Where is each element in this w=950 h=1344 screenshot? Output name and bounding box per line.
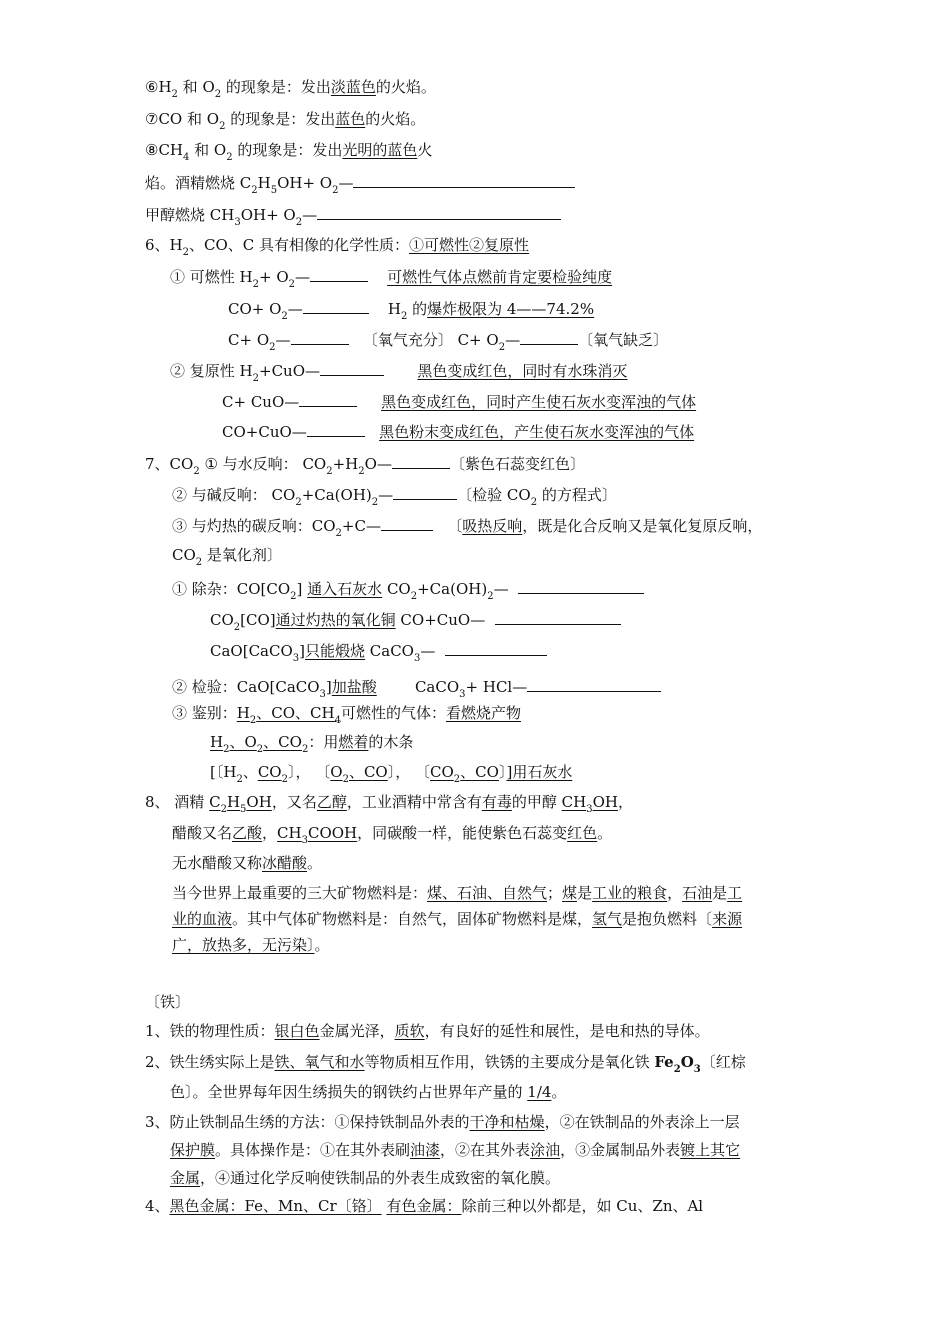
- line-identify-1: ③ 鉴别：$H_2$、CO、$CH_4$可燃性的气体：看燃烧产物: [172, 704, 521, 726]
- line-rust-prevention-3: 金属，④通过化学反响使铁制品的外表生成致密的氧化膜。: [170, 1169, 561, 1187]
- line-item-6: 6、$H_2$、CO、C 具有相像的化学性质：①可燃性②复原性: [145, 236, 530, 258]
- line-c-o2: $C+ O_2—$ 〔氧气充分〕 $C+ O_2—$ 〔氧气缺乏〕: [228, 331, 669, 353]
- line-reducibility: ② 复原性 $H_2+CuO—$ 黑色变成红色，同时有水珠消灭: [170, 362, 628, 384]
- line-co-cuo: CO+CuO— 黑色粉末变成红色，产生使石灰水变浑浊的气体: [222, 423, 695, 441]
- line-identify-2: $H_2$、$O_2$、$CO_2$：用燃着的木条: [210, 733, 414, 755]
- answer-blank: [353, 174, 575, 188]
- line-co-o2-explosion: $CO+ O_2—$ $H_2$ 的爆炸极限为 4——74.2%: [228, 300, 595, 322]
- answer-blank: [392, 455, 450, 469]
- line-metal-types: 4、黑色金属：Fe、Mn、Cr〔铬〕 有色金属：除前三种以外都是，如 Cu、Zn、Al: [145, 1197, 704, 1215]
- line-iron-rust-2: 色〕。全世界每年因生绣损失的钢铁约占世界年产量的 1/4。: [170, 1083, 567, 1101]
- answer-blank: [527, 678, 661, 692]
- line-combustibility: ① 可燃性 $H_2+$ $O_2—$ 可燃性气体点燃前肯定要检验纯度: [170, 268, 613, 290]
- line-rust-prevention-2: 保护膜。具体操作是：①在其外表刷油漆，②在其外表涂油，③金属制品外表镀上其它: [170, 1141, 741, 1159]
- answer-blank: [310, 268, 368, 282]
- answer-blank: [520, 331, 578, 345]
- line-co2-oxidant: $CO_2$ 是氧化剂〕: [172, 546, 282, 568]
- answer-blank: [303, 300, 369, 314]
- line-acetic-acid: 醋酸又名乙酸，$CH_3COOH$，同碳酸一样，能使紫色石蕊变红色。: [172, 824, 613, 846]
- line-ethanol-burning: 焰。酒精燃烧 $C_2H_5OH+$ $O_2—$: [145, 174, 575, 191]
- line-impurity-1: ① 除杂：$CO[CO_2]$ 通入石灰水 $CO_2+Ca(OH)_2—$: [172, 580, 644, 597]
- line-test: ② 检验：CaO[CaCO$_3$]加盐酸 CaCO$_3$+ HCl—: [172, 678, 661, 695]
- line-methanol-burning: 甲醇燃烧 $CH_3OH+$ $O_2—$: [145, 206, 561, 223]
- answer-blank: [291, 331, 349, 345]
- line-fossil-fuels-3: 广，放热多，无污染〕。: [172, 936, 330, 954]
- line-co2-water: 7、$CO_2$ ① 与水反响： $CO_2+H_2O—$ 〔紫色石蕊变红色〕: [145, 455, 585, 477]
- answer-blank: [299, 393, 357, 407]
- line-identify-3: [〔$H_2$、$CO_2$〕， 〔$O_2$、CO〕， 〔$CO_2$、CO〕]用石灰水: [210, 763, 573, 785]
- answer-blank: [495, 611, 621, 625]
- answer-blank: [317, 206, 561, 220]
- line-co-o2: ⑦CO 和 $O_2$ 的现象是：发出蓝色的火焰。: [145, 110, 426, 132]
- answer-blank: [381, 517, 433, 531]
- answer-blank: [393, 486, 457, 500]
- line-iron-rust-1: 2、铁生绣实际上是铁、氧气和水等物质相互作用，铁锈的主要成分是氧化铁 $Fe_2O_3$〔红棕: [145, 1053, 746, 1075]
- line-h2-o2: $⑥H_2$ 和 $O_2$ 的现象是：发出淡蓝色的火焰。: [145, 78, 436, 100]
- section-title-iron: 〔铁〕: [145, 993, 191, 1011]
- line-iron-physical: 1、铁的物理性质：银白色金属光泽，质软，有良好的延性和展性，是电和热的导体。: [145, 1022, 710, 1040]
- line-rust-prevention-1: 3、防止铁制品生绣的方法：①保持铁制品外表的干净和枯燥，②在铁制品的外表涂上一层: [145, 1113, 740, 1131]
- line-fossil-fuels-1: 当今世界上最重要的三大矿物燃料是：煤、石油、自然气；煤是工业的粮食，石油是工: [172, 884, 743, 902]
- line-ch4-o2: $⑧CH_4$ 和 $O_2$ 的现象是：发出光明的蓝色火: [145, 141, 433, 163]
- line-impurity-2: $CO_2[CO]$通过灼热的氧化铜 CO+CuO—: [210, 611, 621, 628]
- line-fossil-fuels-2: 业的血液。其中气体矿物燃料是：自然气，固体矿物燃料是煤，氢气是抱负燃料〔来源: [172, 910, 743, 928]
- line-impurity-3: CaO[CaCO$_3$]只能煅烧 CaCO$_3$—: [210, 642, 547, 659]
- answer-blank: [307, 423, 365, 437]
- line-item-8: 8、 酒精 $C_2H_5OH$，又名乙醇，工业酒精中常含有有毒的甲醇 $CH_3OH$，: [145, 793, 633, 815]
- answer-blank: [320, 362, 384, 376]
- answer-blank: [445, 642, 547, 656]
- line-glacial-acetic: 无水醋酸又称冰醋酸。: [172, 854, 323, 872]
- line-c-cuo: C+ CuO— 黑色变成红色，同时产生使石灰水变浑浊的气体: [222, 393, 697, 411]
- answer-blank: [518, 580, 644, 594]
- line-co2-base: ② 与碱反响： $CO_2+Ca(OH)_2—$ 〔检验 $CO_2$ 的方程式〕: [172, 486, 617, 508]
- line-co2-carbon: ③ 与灼热的碳反响：$CO_2+C—$ 〔吸热反响，既是化合反响又是氧化复原反响，: [172, 517, 763, 539]
